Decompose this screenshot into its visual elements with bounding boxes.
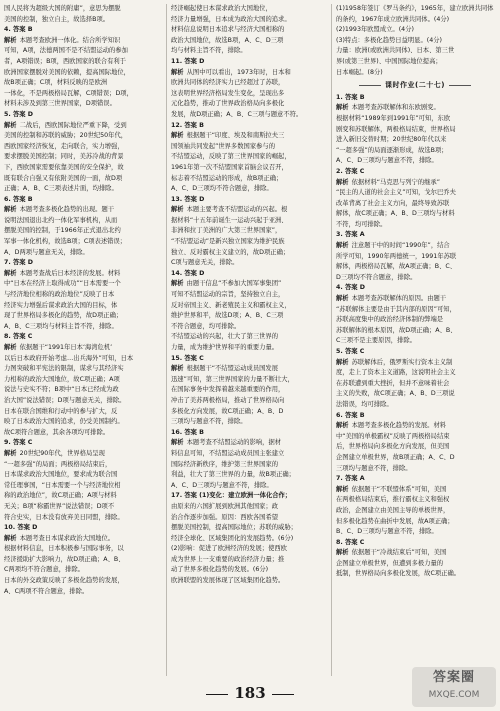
text-line: 材料信息说明日本追求与经济大国相称的 <box>171 26 285 34</box>
answer-line: 8. 答案 C <box>336 538 365 546</box>
explanation-line <box>336 241 494 252</box>
text-line: 不符合题意，均可排除。 <box>171 322 241 330</box>
text-line: 治大国”说法错误；D项与题意无关，排除。 <box>4 396 126 404</box>
text-line: “民主的人道的社会主义”可知，戈尔巴乔夫 <box>336 189 456 197</box>
explanation-line <box>171 364 329 375</box>
explanation-text: 根据题干“不结盟运动成员国发展 <box>186 365 279 373</box>
text-line: D三项均不符合题意，排除。 <box>336 273 417 281</box>
text-line: 日本崛起。(8分) <box>336 68 383 76</box>
text-line: 欧洲联盟的发展体现了区域集团化趋势。 <box>171 577 285 585</box>
explanation-tag: 解析 <box>4 534 17 542</box>
text-line: 材料未涉及到第三世界国家，D项错误。 <box>4 100 116 108</box>
text-line: 美国的控制，独立自主，故选择B项。 <box>4 15 110 23</box>
explanation-line <box>171 131 329 142</box>
column-divider <box>166 4 167 676</box>
explanation-line <box>336 103 494 114</box>
answer-line: 4. 答案 D <box>336 284 365 292</box>
text-line: A、C两项不符合题意，排除。 <box>4 587 89 595</box>
explanation-text: 本题主要考查不结盟运动的兴起。根 <box>186 206 288 214</box>
text-line: 国人民将为超级大国的附庸”，意思为摆脱 <box>4 5 121 12</box>
column-middle <box>171 4 329 676</box>
explanation-text: 依据题干“不联盟体系”可知，美国 <box>351 485 447 493</box>
text-line: 说法与史实不符；B项中“日本已经成为政 <box>4 386 119 394</box>
explanation-tag: 解析 <box>4 121 17 129</box>
answer-line: 8. 答案 C <box>4 333 33 341</box>
explanation-line <box>171 68 329 79</box>
text-line: (3)特点：多极化趋势日益明显。(4分) <box>336 36 442 44</box>
text-line: 摆脱美国控制，提高国际地位；苏联的威胁； <box>171 524 297 532</box>
text-line: 欧洲共同体的经济实力已经超过了苏联， <box>171 79 285 87</box>
text-line: 不符，均可排除。 <box>336 220 387 228</box>
text-line: 元化趋势，推动了世界政治格局向多极化 <box>171 100 285 108</box>
text-line: 政治大国地位，故选B项，A、C、D三项 <box>171 36 284 44</box>
explanation-text: 依据材料“马克思与列宁的继承” <box>351 178 440 186</box>
explanation-line <box>171 438 329 449</box>
watermark-url-text: MXQE.COM <box>428 690 480 700</box>
explanation-text: 根据题干“印度、埃及和南斯拉夫三 <box>186 132 285 140</box>
explanation-tag: 解析 <box>4 269 17 277</box>
text-line: 经济崛起使日本谋求政治大国地位， <box>171 5 272 12</box>
text-line: 解体，两极格局瓦解，故A项正确；B、C、 <box>336 263 457 271</box>
text-line: 1961年第一次不结盟国家首脑会议召开， <box>171 163 288 171</box>
explanation-tag: 解析 <box>4 344 17 351</box>
text-line: 界(或第三世界)、中国国际地位提高； <box>336 57 442 65</box>
text-line: 治合作逐步加强。原因：西欧各国希望 <box>171 513 279 521</box>
text-line: 者，A项错误；B项，西欧国家的联合有利于 <box>4 57 126 65</box>
text-line: 度，走上了资本主义道路，这说明社会主义 <box>336 369 456 377</box>
explanation-text: 本题考查日本谋求政治大国地位。 <box>19 534 115 542</box>
explanation-tag: 解析 <box>336 422 349 430</box>
explanation-line <box>336 421 494 432</box>
explanation-text: 本题考查苏联解体的原因。由题干 <box>351 295 447 303</box>
explanation-line <box>4 269 162 280</box>
explanation-tag: 解析 <box>336 104 349 112</box>
text-line: 一体化，不是两极格局瓦解，C项错误；D项， <box>4 89 133 97</box>
text-line: 在苏联遭到重大挫折，但并不意味着社会 <box>336 379 450 387</box>
explanation-tag: 解析 <box>336 358 349 366</box>
explanation-line <box>171 205 329 216</box>
text-line: 不结盟运动的兴起，壮大了第三世界的 <box>171 333 279 341</box>
column-left <box>4 4 162 676</box>
text-line: 标志着不结盟运动的形成，故B项正确； <box>171 174 283 182</box>
explanation-tag: 解析 <box>336 178 349 186</box>
answer-line: 12. 答案 B <box>171 121 204 129</box>
explanation-text: 本题考查欧洲一体化。结合所学知识 <box>19 36 121 44</box>
explanation-text: 注意题干中的时间“1990年”，结合 <box>351 242 450 250</box>
text-line: 经济力量增强，日本成为政治大国的追求。 <box>171 15 291 23</box>
text-line: “苏联解体主要是由于其内部的原因”可知， <box>336 305 456 313</box>
explanation-text: 本题考查多极化趋势的发展。材料 <box>351 422 447 430</box>
answer-line: 14. 答案 D <box>171 269 205 277</box>
text-line: 经济全球化、区域集团化的发展趋势。(6分) <box>171 534 294 542</box>
text-line: 力量，成为维护世界和平的重要力量。 <box>171 344 279 351</box>
explanation-text: 20世纪90年代，世界格局呈现 <box>19 449 105 457</box>
text-line: 可知不结盟运动的宗旨，坚持独立自主， <box>171 291 285 299</box>
answer-line: 6. 答案 B <box>336 411 365 419</box>
explanation-tag: 解析 <box>171 68 184 76</box>
answer-line: 13. 答案 D <box>171 195 205 203</box>
text-line: 据材料“十五年前诞生一运动兴起于亚洲、 <box>171 216 288 224</box>
explanation-text: 苏联解体后，俄罗斯实行资本主义制 <box>351 358 453 366</box>
text-line: 欧洲国家摆脱对美国的依赖，提高国际地位， <box>4 68 130 76</box>
text-line: 符合史实，日本没有放弃美日同盟，排除。 <box>4 513 124 521</box>
explanation-line <box>336 294 494 305</box>
text-line: 独立、反对霸权主义建立的，故D项正确； <box>171 248 290 256</box>
text-line: 维护世界和平，故选D项；A、B、C三项 <box>171 312 284 320</box>
column-right <box>336 4 494 676</box>
answer-line: 7. 答案 D <box>4 259 33 267</box>
text-line: 动了世界多极化趋势的发展。(6分) <box>171 566 269 574</box>
text-line: C项与题意无关，排除。 <box>171 259 239 267</box>
answer-line: 3. 答案 A <box>336 231 365 239</box>
text-line: 三项均与题意不符，排除。 <box>336 464 412 472</box>
footer-dash-left <box>206 694 228 695</box>
answer-line: 1. 答案 B <box>336 93 365 101</box>
text-line: 经济实力增强后谋求政治大国的目标，体 <box>4 301 118 309</box>
watermark-main-text: 答案圈 <box>432 670 475 685</box>
text-line: “一超多强”的局面；两极格局结束后， <box>4 460 112 468</box>
explanation-tag: 解析 <box>4 449 17 457</box>
text-line: A、B、C三项均与材料主旨不符，排除。 <box>4 322 118 330</box>
text-line: 利益，壮大了第三世界的力量，故B项正确； <box>171 471 295 479</box>
explanation-tag: 解析 <box>336 295 349 303</box>
answer-line: 5. 答案 C <box>336 348 365 355</box>
explanation-line <box>4 36 162 47</box>
text-line: (1)1958年签订《罗马条约》，1965年，建立欧洲共同体 <box>336 5 494 12</box>
explanation-line <box>4 449 162 460</box>
text-line: 迅速”可知，第三世界国家的力量不断壮大， <box>171 375 294 383</box>
text-line: C两项均不符合题意，排除。 <box>4 566 84 574</box>
text-line: 与经济地位相称的政治地位”反映了日本 <box>4 291 115 299</box>
text-line: A、D两项与题意无关，排除。 <box>4 248 89 256</box>
text-line: A、C、D三项均与题意不符，排除。 <box>336 157 438 165</box>
text-line: A、C、D三项均不符合题意，排除。 <box>171 185 273 193</box>
answer-line: 2. 答案 C <box>336 167 365 175</box>
text-line: 正确；A、B、C三项表述片面，均排除。 <box>4 185 118 193</box>
text-line: 下，西欧国家需要依靠美国的安全保护，故 <box>4 163 124 171</box>
text-line: 日本在联合国维和行动中的参与扩大，反 <box>4 407 118 415</box>
text-line: 根据材料“1989年到1991年”可知，东欧 <box>336 114 451 122</box>
text-line: 反对帝国主义、新老殖民主义和霸权主义， <box>171 301 291 309</box>
explanation-line <box>4 205 162 216</box>
text-line: 苏联解体的根本原因，故D项正确；A、B、 <box>336 326 457 334</box>
text-line: “不结盟运动”是新兴独立国家为维护民族 <box>171 238 285 246</box>
text-line: 国际经济新秩序，维护第三世界国家的 <box>171 460 279 468</box>
answer-line: 7. 答案 A <box>336 475 365 483</box>
answer-line: 10. 答案 D <box>4 524 38 532</box>
explanation-text: 二战后，西欧国际地位严重下降，受到 <box>19 121 127 129</box>
text-line: 美国的控制和苏联的威胁；20世纪50年代， <box>4 132 128 140</box>
text-line: 映了日本政治大国的追求，仍受美国制约。 <box>4 418 124 426</box>
answer-line: 5. 答案 D <box>4 110 33 118</box>
text-line: 解体，故C项正确；A、B、D三项均与材料 <box>336 210 455 218</box>
text-line: 多极化方向发展，故C项正确；A、B、D <box>171 407 284 415</box>
text-line: 这表明世界经济格局发生变化，呈现出多 <box>171 89 285 97</box>
answer-line: 16. 答案 B <box>171 428 204 436</box>
explanation-line <box>336 485 494 496</box>
text-line: 西欧国家经济恢复，走向联合，实力增强， <box>4 142 124 150</box>
text-line: 要求摆脱美国控制；同时，美苏冷战的背景 <box>4 153 124 161</box>
column-divider <box>331 4 332 676</box>
explanation-text: 本题考查多极化趋势的出现。题干 <box>19 206 115 214</box>
explanation-tag: 解析 <box>4 36 17 44</box>
text-line: 主义的失败，故C项正确；A、B、D三项说 <box>336 390 455 398</box>
text-line: 所学可知，1990年两德统一，1991年苏联 <box>336 252 457 260</box>
text-line: 可知，A项，法德两国不是不结盟运动的参加 <box>4 47 128 55</box>
text-line: 成为世界上一支重要的政治经济力量；推 <box>171 555 285 563</box>
explanation-text: 依据题干“冷战结束后”可知，美国 <box>351 549 447 557</box>
explanation-line <box>336 548 494 559</box>
text-line: 的条约，1967年成立欧洲共同体。(4分) <box>336 15 450 23</box>
explanation-tag: 解析 <box>171 439 184 447</box>
explanation-line <box>336 178 494 189</box>
text-line: 料信息可知，不结盟运动成员国主张建立 <box>171 449 285 457</box>
text-line: 抵制，世界格局向多极化发展，故C项正确。 <box>336 570 461 578</box>
explanation-line <box>4 121 162 132</box>
text-line: 不结盟运动，反映了第三世界国家的崛起， <box>171 153 291 161</box>
text-line: (2)1993年欧盟成立。(4分) <box>336 26 414 34</box>
page-number: 183 <box>234 684 266 702</box>
explanation-line <box>4 534 162 545</box>
text-line: 故B项正确；C项，材料反映的是欧洲 <box>4 79 108 87</box>
text-line: 进入新旧交替时期；20世纪80年代以来 <box>336 136 447 144</box>
footer-dash-right <box>272 694 294 695</box>
text-line: 摆脱美国的控制，于1966年正式退出北约 <box>4 227 121 235</box>
text-line: 根据材料信息，日本积极参与国际事务，以 <box>4 545 124 553</box>
text-line: 中“日本在经济上取得成功”“日本需要一个 <box>4 280 121 288</box>
explanation-text: 从图中可以看出，1973年时，日本和 <box>186 68 291 76</box>
text-line: 力相称的政治大国地位，故C项正确；A项 <box>4 375 120 383</box>
text-line: 三项均与题意不符，排除。 <box>171 418 247 426</box>
explanation-tag: 解析 <box>171 132 184 140</box>
watermark-logo <box>412 667 496 707</box>
text-line: 冲击了美苏两极格局，推动了世界格局向 <box>171 396 285 404</box>
text-line: 企图建立单极世界，故B项正确；A、C、D <box>336 453 455 461</box>
explanation-tag: 解析 <box>4 206 17 214</box>
answer-line: 6. 答案 B <box>4 195 33 203</box>
explanation-tag: 解析 <box>171 365 184 373</box>
answer-line: 9. 答案 C <box>4 439 33 447</box>
answer-line: 17. 答案 (1)变化：建立欧洲一体化合作； <box>171 492 292 500</box>
explanation-tag: 解析 <box>171 206 184 214</box>
text-line: 军事一体化机构，故选B项；C项表述错误； <box>4 238 127 246</box>
explanation-text: 依据题干“1991年日本‘海湾危机’ <box>19 344 113 351</box>
explanation-line <box>171 279 329 290</box>
text-line: (2)影响：促进了欧洲经济的发展；使西欧 <box>171 545 287 553</box>
text-line: 经济援助扩大影响力，故D项正确；A、B、 <box>4 555 125 563</box>
text-line: 称的政治地位”，故C项正确；A项与材料 <box>4 492 117 500</box>
text-line: 无关；B项“称霸世界”说法错误；D项不 <box>4 502 115 510</box>
explanation-tag: 解析 <box>336 242 349 250</box>
explanation-text: 本题考查不结盟运动的影响，据材 <box>186 439 282 447</box>
text-line: 日本的外交政策反映了多极化趋势的发展， <box>4 577 124 585</box>
text-line: 在两极格局结束后，推行霸权主义和强权 <box>336 496 450 504</box>
text-line: 常任理事国，“日本需要一个与经济地位相 <box>4 481 121 489</box>
text-line: 苏联高度集中的政治经济体制的弊端是 <box>336 316 444 324</box>
text-line: 发展，故D项正确；A、B、C三项与题意不符。 <box>171 110 303 118</box>
explanation-text: 本题考查战后日本经济的发展。材料 <box>19 269 121 277</box>
explanation-text: 本题考查苏联解体和东欧剧变。 <box>351 104 440 112</box>
explanation-text: 由题干信息“不参加大国军事集团” <box>186 280 282 288</box>
answer-line: 11. 答案 D <box>171 57 205 65</box>
text-line: 均与材料主旨不符，排除。 <box>171 47 247 55</box>
explanation-tag: 解析 <box>336 549 349 557</box>
text-line: 非洲和拉丁美洲的广大第三世界国家”， <box>171 227 282 235</box>
explanation-line <box>4 343 162 354</box>
text-line: C三项不是主要原因，排除。 <box>336 337 416 345</box>
text-line: 国领袖共同发起”世界多数国家参与的 <box>171 142 276 150</box>
text-line: 后，世界格局向多极化方向发展，但美国 <box>336 443 450 451</box>
text-line: 力量：欧洲(或欧洲共同体)、日本、第三世 <box>336 47 455 55</box>
text-line: 日本谋求政治大国地位，要求成为联合国 <box>4 471 118 479</box>
text-line: 企图建立单极世界，但遭到多极力量的 <box>336 559 444 567</box>
text-line: 在国际事务中发挥着越来越重要的作用， <box>171 386 285 394</box>
text-line: 中“美国的单极霸权”反映了两极格局结束 <box>336 432 450 440</box>
text-line: 现了世界格局多极化的趋势，故D项正确； <box>4 312 123 320</box>
explanation-tag: 解析 <box>171 280 184 288</box>
text-line: 法错误，均可排除。 <box>336 400 393 408</box>
text-line: 以后日本政府开始考虑…出兵海外”可知，日本 <box>4 354 134 362</box>
text-line: 说明法国退出北约一体化军事机构，从而 <box>4 216 118 224</box>
text-line: 但多极化趋势在曲折中发展，故A项正确； <box>336 517 454 525</box>
text-line: 改革背离了社会主义方向，最终导致苏联 <box>336 199 450 207</box>
text-line: 由原来的六国扩展到欧洲其他国家；政 <box>171 502 279 510</box>
answer-line: 4. 答案 B <box>4 26 33 34</box>
text-line: 力图突破和平宪法的限制，谋求与其经济实 <box>4 365 124 373</box>
text-line: 剧变和苏联解体，两极格局结束，世界格局 <box>336 125 456 133</box>
section-title: 课时作业(二十七) <box>336 80 494 91</box>
text-line: “一超多强”的局面逐渐形成，故选B项； <box>336 146 448 154</box>
answer-line: 15. 答案 C <box>171 354 204 362</box>
text-line: 政治，企图建立由美国主导的单极世界， <box>336 506 450 514</box>
explanation-line <box>336 358 494 369</box>
text-line: A、C、D三项均与题意不符，排除。 <box>171 481 273 489</box>
text-line: B、C、D三项均与题意不符，排除。 <box>336 528 438 536</box>
text-line: 既有联合自强又有依附美国的一面，故D项 <box>4 174 123 182</box>
text-line: 故C项符合题意，其余各项均可排除。 <box>4 428 110 436</box>
explanation-tag: 解析 <box>336 485 349 493</box>
